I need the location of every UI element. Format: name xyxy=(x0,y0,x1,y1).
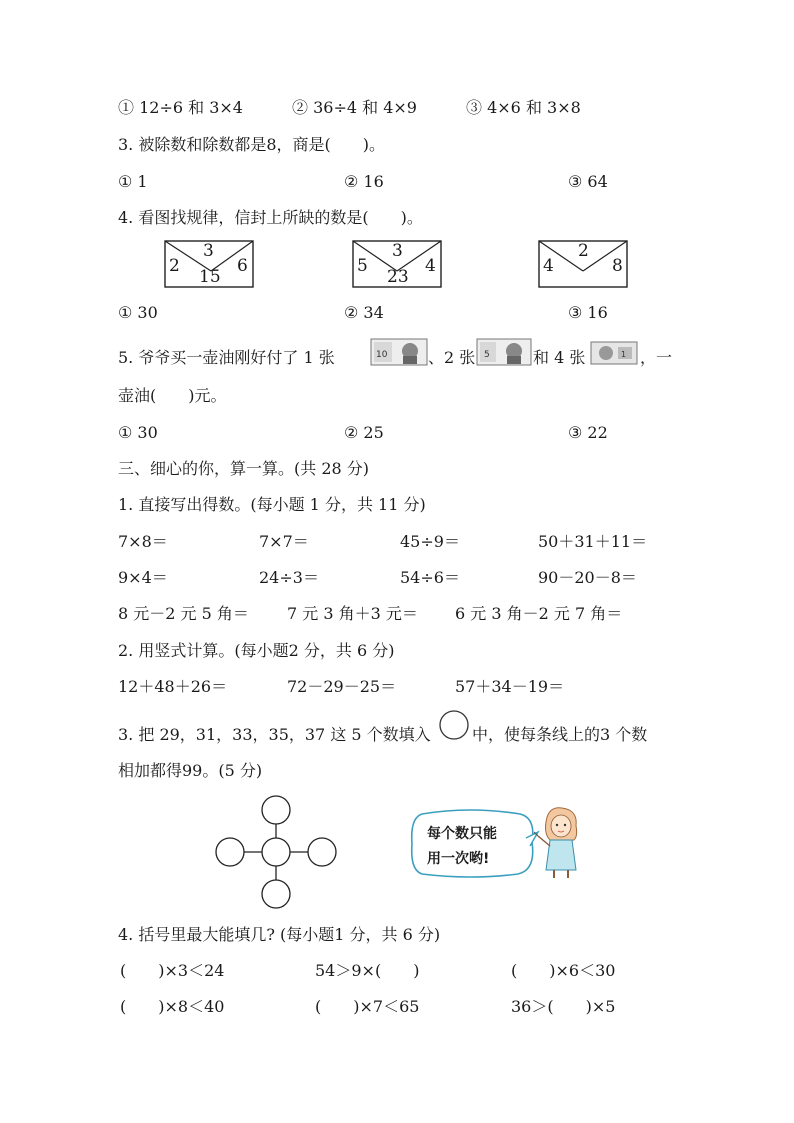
q5-option-1: ① 30 xyxy=(118,423,158,442)
s4-r1-c3: ( )×6＜30 xyxy=(511,961,616,980)
s4-r1-c2: 54＞9×( ) xyxy=(315,961,420,980)
q5-text-line2: 壶油( )元。 xyxy=(118,386,227,405)
s1-r1-c1: 7×8＝ xyxy=(118,532,168,551)
q3-option-1: ① 1 xyxy=(118,172,148,191)
bubble-line-2: 用一次哟! xyxy=(427,851,490,867)
banknote-1-value: 1 xyxy=(621,350,627,359)
s1-r2-c3: 54÷6＝ xyxy=(400,568,460,587)
q3-option-3: ③ 64 xyxy=(568,172,608,191)
s1-r3-c3: 6 元 3 角－2 元 7 角＝ xyxy=(455,604,623,623)
s1-r1-c4: 50＋31＋11＝ xyxy=(538,532,648,551)
s4-r2-c3: 36＞( )×5 xyxy=(511,997,616,1016)
circle-left[interactable] xyxy=(216,838,244,866)
circle-center[interactable] xyxy=(262,838,290,866)
banknote-10-yuan xyxy=(370,338,428,366)
s1-r2-c1: 9×4＝ xyxy=(118,568,168,587)
girl-illustration-icon xyxy=(534,806,584,880)
envelope-1-left: 2 xyxy=(169,256,180,276)
q4-option-2: ② 34 xyxy=(344,303,384,322)
envelope-1-right: 6 xyxy=(237,256,248,276)
circle-icon xyxy=(438,709,470,741)
envelope-3-top: 2 xyxy=(578,241,589,261)
circle-bottom[interactable] xyxy=(262,880,290,908)
s1-r3-c2: 7 元 3 角＋3 元＝ xyxy=(287,604,418,623)
banknote-1-yuan xyxy=(590,341,638,365)
q5-option-3: ③ 22 xyxy=(568,423,608,442)
envelope-2-bottom: 23 xyxy=(387,267,409,287)
s1-r1-c3: 45÷9＝ xyxy=(400,532,460,551)
circle-right[interactable] xyxy=(308,838,336,866)
q3-option-2: ② 16 xyxy=(344,172,384,191)
envelope-1-bottom: 15 xyxy=(199,267,221,287)
q3-question: 3. 被除数和除数都是8，商是( )。 xyxy=(118,135,386,154)
s1-r1-c2: 7×7＝ xyxy=(259,532,309,551)
q5-text-b: 、2 张 xyxy=(428,348,476,367)
q5-option-2: ② 25 xyxy=(344,423,384,442)
s4-r2-c1: ( )×8＜40 xyxy=(120,997,225,1016)
q4-option-3: ③ 16 xyxy=(568,303,608,322)
s4-title: 4. 括号里最大能填几? (每小题1 分，共 6 分) xyxy=(118,925,441,944)
cross-circles-diagram xyxy=(212,792,342,912)
envelope-3-right: 8 xyxy=(612,256,623,276)
s3-line1a: 3. 把 29，31，33，35，37 这 5 个数填入 xyxy=(118,725,431,744)
s1-r2-c2: 24÷3＝ xyxy=(259,568,319,587)
envelope-2-right: 4 xyxy=(425,256,436,276)
envelope-3-left: 4 xyxy=(543,256,554,276)
banknote-5-yuan xyxy=(476,338,532,366)
s3-line1b: 中，使每条线上的3 个数 xyxy=(472,725,648,744)
banknote-5-value: 5 xyxy=(484,350,490,360)
s1-r3-c1: 8 元－2 元 5 角＝ xyxy=(118,604,249,623)
bubble-line-1: 每个数只能 xyxy=(427,826,497,842)
envelope-1-top: 3 xyxy=(203,241,214,261)
s1-title: 1. 直接写出得数。(每小题 1 分，共 11 分) xyxy=(118,495,426,514)
s4-r1-c1: ( )×3＜24 xyxy=(120,961,225,980)
q2-option-3: ③ 4×6 和 3×8 xyxy=(466,98,581,117)
s2-title: 2. 用竖式计算。(每小题2 分，共 6 分) xyxy=(118,641,395,660)
circle-top[interactable] xyxy=(262,796,290,824)
s2-item-1: 12＋48＋26＝ xyxy=(118,677,228,696)
banknote-10-value: 10 xyxy=(376,350,388,360)
speech-bubble xyxy=(408,808,540,880)
q5-text-c: 和 4 张 xyxy=(533,348,586,367)
q5-text-a: 5. 爷爷买一壶油刚好付了 1 张 xyxy=(118,348,335,367)
q4-option-1: ① 30 xyxy=(118,303,158,322)
s4-r2-c2: ( )×7＜65 xyxy=(315,997,420,1016)
s1-r2-c4: 90－20－8＝ xyxy=(538,568,637,587)
s3-line2: 相加都得99。(5 分) xyxy=(118,761,263,780)
q4-question: 4. 看图找规律，信封上所缺的数是( )。 xyxy=(118,208,423,227)
q5-text-d: ，一 xyxy=(640,348,673,367)
s2-item-2: 72－29－25＝ xyxy=(287,677,397,696)
q2-option-2: ② 36÷4 和 4×9 xyxy=(292,98,417,117)
envelope-2-left: 5 xyxy=(357,256,368,276)
section-3-heading: 三、细心的你，算一算。(共 28 分) xyxy=(118,459,370,478)
envelope-2-top: 3 xyxy=(392,241,403,261)
s2-item-3: 57＋34－19＝ xyxy=(455,677,565,696)
q2-option-1: ① 12÷6 和 3×4 xyxy=(118,98,243,117)
